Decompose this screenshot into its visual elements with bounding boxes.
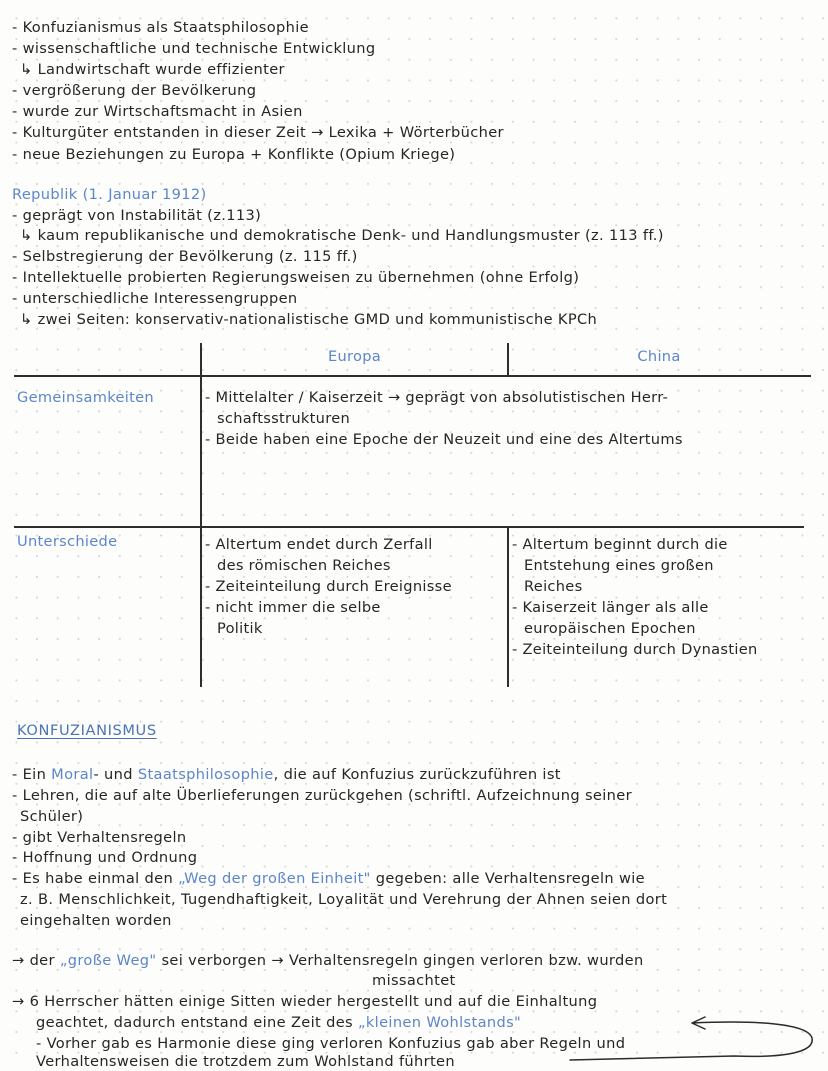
highlight-staatsphilosophie: Staatsphilosophie (137, 766, 274, 783)
note-line: - Kulturgüter entstanden in dieser Zeit → Lexika + Wörterbücher (12, 124, 504, 141)
text-segment: geachtet, dadurch entstand eine Zeit des (36, 1014, 358, 1031)
note-line: - Selbstregierung der Bevölkerung (z. 115 ff.) (12, 248, 358, 265)
note-line: eingehalten worden (20, 912, 172, 929)
note-line: - wurde zur Wirtschaftsmacht in Asien (12, 103, 303, 120)
cell-line: Reiches (524, 578, 583, 595)
text-segment: - Es habe einmal den (12, 870, 179, 887)
col-header-china: China (637, 348, 681, 365)
cell-line: - Altertum beginnt durch die (512, 536, 728, 553)
cell-line: - Zeiteinteilung durch Dynastien (512, 641, 758, 658)
note-line: missachtet (372, 972, 456, 989)
cell-line: - Mittelalter / Kaiserzeit → geprägt von absolutistischen Herr- (205, 389, 669, 406)
text-segment: → der (12, 952, 60, 969)
note-line: - wissenschaftliche und technische Entwicklung (12, 40, 376, 57)
note-line: ↳ zwei Seiten: konservativ-nationalistische GMD und kommunistische KPCh (20, 311, 598, 328)
note-line: - Intellektuelle probierten Regierungsweisen zu übernehmen (ohne Erfolg) (12, 269, 580, 286)
highlight-moral: Moral (51, 766, 94, 783)
highlight-quote: „große Weg" (59, 952, 157, 969)
note-line: - Vorher gab es Harmonie diese ging verloren Konfuzius gab aber Regeln und (36, 1035, 626, 1052)
highlight-quote: „Weg der großen Einheit" (178, 870, 371, 887)
col-header-europa: Europa (327, 348, 382, 365)
note-line: - Lehren, die auf alte Überlieferungen zurückgehen (schriftl. Aufzeichnung seiner (12, 787, 632, 804)
note-line: - Hoffnung und Ordnung (12, 849, 198, 866)
note-line: Verhaltensweisen die trotzdem zum Wohlstand führten (36, 1053, 455, 1070)
konfuzianismus-heading: KONFUZIANISMUS (17, 722, 157, 739)
republik-heading: Republik (1. Januar 1912) (12, 186, 207, 203)
note-line: - neue Beziehungen zu Europa + Konflikte (Opium Kriege) (12, 146, 456, 163)
text-segment: - Ein (12, 766, 52, 783)
note-line: Schüler) (20, 808, 84, 825)
note-line: - gibt Verhaltensregeln (12, 829, 187, 846)
note-line: → 6 Herrscher hätten einige Sitten wieder hergestellt und auf die Einhaltung (12, 993, 598, 1010)
note-line: z. B. Menschlichkeit, Tugendhaftigkeit, Loyalität und Verehrung der Ahnen seien dort (20, 891, 668, 908)
cell-line: - Beide haben eine Epoche der Neuzeit und eine des Altertums (205, 431, 683, 448)
note-line: - geprägt von Instabilität (z.113) (12, 207, 262, 224)
cell-line: - nicht immer die selbe (205, 599, 381, 616)
cell-line: Politik (217, 620, 263, 637)
row-label-unterschiede: Unterschiede (17, 533, 118, 550)
cell-line: - Kaiserzeit länger als alle (512, 599, 709, 616)
note-line: ↳ kaum republikanische und demokratische Denk- und Handlungsmuster (z. 113 ff.) (20, 227, 664, 244)
cell-line: Entstehung eines großen (524, 557, 714, 574)
text-segment: sei verborgen → Verhaltensregeln gingen verloren bzw. wurden (156, 952, 644, 969)
cell-line: europäischen Epochen (524, 620, 696, 637)
cell-line: schaftsstrukturen (217, 410, 351, 427)
cell-line: - Zeiteinteilung durch Ereignisse (205, 578, 452, 595)
row-label-gemeinsamkeiten: Gemeinsamkeiten (17, 389, 154, 406)
highlight-quote: „kleinen Wohlstands" (357, 1014, 522, 1031)
note-line: - vergrößerung der Bevölkerung (12, 82, 257, 99)
cell-line: - Altertum endet durch Zerfall (205, 536, 433, 553)
note-line: - unterschiedliche Interessengruppen (12, 290, 298, 307)
text-segment: , die auf Konfuzius zurückzuführen ist (273, 766, 561, 783)
note-line: - Konfuzianismus als Staatsphilosophie (12, 19, 309, 36)
text-segment: - und (93, 766, 138, 783)
text-segment: gegeben: alle Verhaltensregeln wie (370, 870, 646, 887)
cell-line: des römischen Reiches (217, 557, 391, 574)
note-line: ↳ Landwirtschaft wurde effizienter (20, 61, 285, 78)
